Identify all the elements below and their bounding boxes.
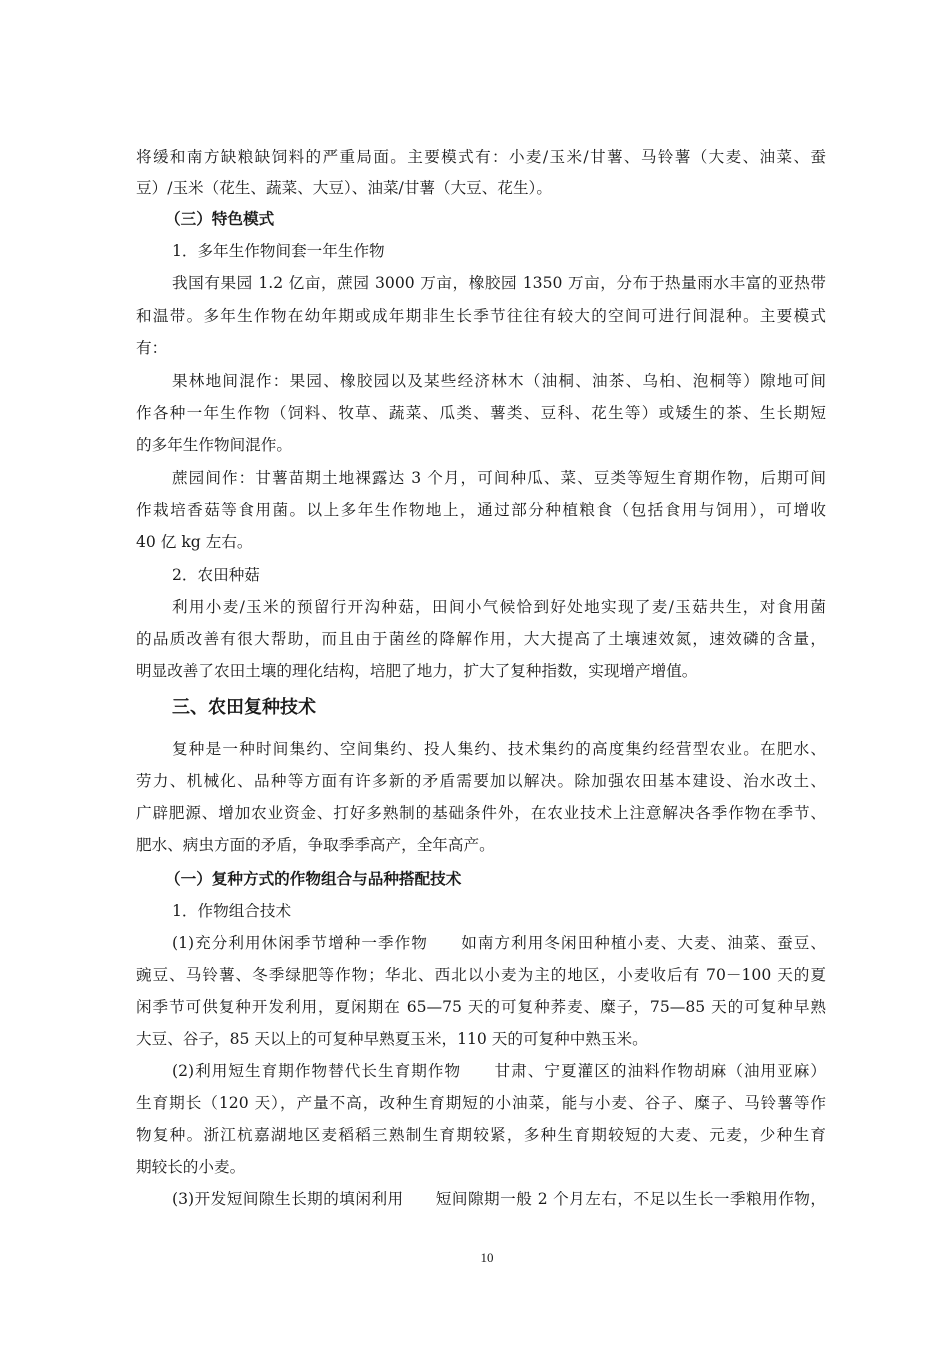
text-line: 40 亿 kg 左右。 <box>136 533 253 551</box>
numbered-item-title: 1．作物组合技术 <box>172 902 292 920</box>
text-line: 作栽培香菇等食用菌。以上多年生作物地上，通过部分种植粮食（包括食用与饲用），可增收 <box>136 501 826 519</box>
text-line: 肥水、病虫方面的矛盾，争取季季高产，全年高产。 <box>136 836 495 854</box>
text-line: 豆）/玉米（花生、蔬菜、大豆）、油菜/甘薯（大豆、花生）。 <box>136 179 552 197</box>
text-line: 豌豆、马铃薯、冬季绿肥等作物；华北、西北以小麦为主的地区，小麦收后有 70－100 天的夏 <box>136 966 826 984</box>
text-line: 果林地间混作：果园、橡胶园以及某些经济林木（油桐、油茶、乌桕、泡桐等）隙地可间 <box>172 372 826 390</box>
text-line: (3)开发短间隙生长期的填闲利用 短间隙期一般 2 个月左右，不足以生长一季粮用作物， <box>172 1190 826 1208</box>
text-line: 期较长的小麦。 <box>136 1158 246 1176</box>
text-line: 大豆、谷子，85 天以上的可复种早熟夏玉米，110 天的可复种中熟玉米。 <box>136 1030 648 1048</box>
text-line: 作各种一年生作物（饲料、牧草、蔬菜、瓜类、薯类、豆科、花生等）或矮生的茶、生长期短 <box>136 404 826 422</box>
text-line: (1)充分利用休闲季节增种一季作物 如南方利用冬闲田种植小麦、大麦、油菜、蚕豆、 <box>172 934 826 952</box>
subsection-heading: （一）复种方式的作物组合与品种搭配技术 <box>165 869 462 888</box>
text-line: (2)利用短生育期作物替代长生育期作物 甘肃、宁夏灌区的油料作物胡麻（油用亚麻） <box>172 1062 826 1080</box>
text-line: 明显改善了农田土壤的理化结构，培肥了地力，扩大了复种指数，实现增产增值。 <box>136 662 698 680</box>
section-heading: 三、农田复种技术 <box>172 697 316 718</box>
subsection-heading: （三）特色模式 <box>165 209 275 228</box>
text-line: 将缓和南方缺粮缺饲料的严重局面。主要模式有：小麦/玉米/甘薯、马铃薯（大麦、油菜、蚕 <box>136 148 826 166</box>
page-number: 10 <box>480 1250 494 1265</box>
text-line: 物复种。浙江杭嘉湖地区麦稻稻三熟制生育期较紧，多种生育期较短的大麦、元麦，少种生育 <box>136 1126 826 1144</box>
text-line: 和温带。多年生作物在幼年期或成年期非生长季节往往有较大的空间可进行间混种。主要模式 <box>136 307 826 325</box>
text-line: 的品质改善有很大帮助，而且由于菌丝的降解作用，大大提高了土壤速效氮，速效磷的含量， <box>136 630 826 648</box>
text-line: 的多年生作物间混作。 <box>136 436 292 454</box>
numbered-item-title: 2．农田种菇 <box>172 566 260 584</box>
text-line: 复种是一种时间集约、空间集约、投人集约、技术集约的高度集约经营型农业。在肥水、 <box>172 740 826 758</box>
text-line: 广辟肥源、增加农业资金、打好多熟制的基础条件外，在农业技术上注意解决各季作物在季节、 <box>136 804 826 822</box>
text-line: 我国有果园 1.2 亿亩，蔗园 3000 万亩，橡胶园 1350 万亩，分布于热量雨水丰富的亚热带 <box>172 274 826 292</box>
text-line: 劳力、机械化、品种等方面有许多新的矛盾需要加以解决。除加强农田基本建设、治水改土、 <box>136 772 826 790</box>
text-line: 闲季节可供复种开发利用，夏闲期在 65—75 天的可复种荞麦、糜子，75—85 天的可复种早熟 <box>136 998 826 1016</box>
text-line: 生育期长（120 天），产量不高，改种生育期短的小油菜，能与小麦、谷子、糜子、马铃薯等作 <box>136 1094 826 1112</box>
numbered-item-title: 1．多年生作物间套一年生作物 <box>172 242 385 260</box>
text-line: 有： <box>136 339 168 357</box>
text-line: 利用小麦/玉米的预留行开沟种菇，田间小气候恰到好处地实现了麦/玉菇共生，对食用菌 <box>172 598 826 616</box>
text-line: 蔗园间作：甘薯苗期土地裸露达 3 个月，可间种瓜、菜、豆类等短生育期作物，后期可间 <box>172 469 826 487</box>
